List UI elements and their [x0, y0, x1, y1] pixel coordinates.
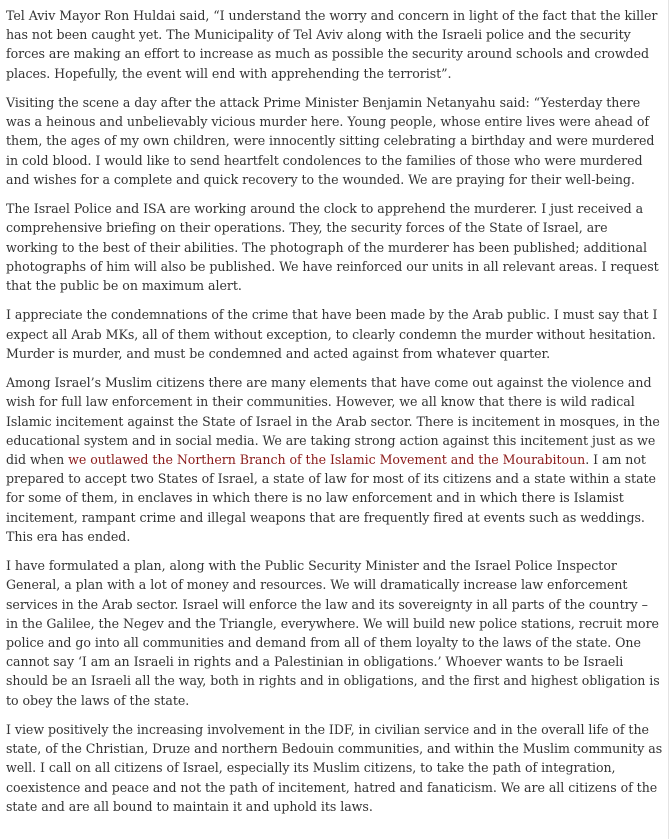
paragraph-text-after-link: . I am not prepared to accept two States of Israel, a state of law for most of its citizens and a state within a state for some of them, in enclaves in which there is no law enforcement and in which there is Islamist incitement, rampant crime and illegal weapons that are frequently fired at events such as weddings. This era has ended.: [6, 452, 656, 544]
paragraph-integration: I view positively the increasing involvement in the IDF, in civilian service and in the overall life of the state, of the Christian, Druze and northern Bedouin communities, and within the Muslim community as well. I call on all citizens of Israel, especially its Muslim citizens, to take the path of integration, coexistence and peace and not the path of incitement, hatred and fanaticism. We are all citizens of the state and are all bound to maintain it and uphold its laws.: [6, 722, 663, 814]
paragraph-condemnations: I appreciate the condemnations of the crime that have been made by the Arab public. I must say that I expect all Arab MKs, all of them without exception, to clearly condemn the murder without hesitation. Murder is murder, and must be condemned and acted against from whatever quarter.: [6, 307, 658, 361]
paragraph-police-isa: The Israel Police and ISA are working around the clock to apprehend the murderer. I just received a comprehensive briefing on their operations. They, the security forces of the State of Israel, are working to the best of their abilities. The photograph of the murderer has been published; additional photographs of him will also be published. We have reinforced our units in all relevant areas. I request that the public be on maximum alert.: [6, 201, 659, 294]
paragraph-enforcement-plan: I have formulated a plan, along with the Public Security Minister and the Israel Police Inspector General, a plan with a lot of money and resources. We will dramatically increase law enforcement services in the Arab sector. Israel will enforce the law and its sovereignty in all parts of the country – in the Galilee, the Negev and the Triangle, everywhere. We will build new police stations, recruit more police and go into all communities and demand from all of them loyalty to the laws of the state. One cannot say ‘I am an Israeli in rights and a Palestinian in obligations.’ Whoever wants to be Israeli should be an Israeli all the way, both in rights and in obligations, and the first and highest obligation is to obey the laws of the state.: [6, 558, 660, 708]
islamic-movement-link[interactable]: we outlawed the Northern Branch of the Islamic Movement and the Mourabitoun: [68, 452, 586, 468]
article-body: [6, 6, 663, 826]
paragraph-muslim-citizens: [6, 373, 663, 546]
paragraph-netanyahu-visit: Visiting the scene a day after the attack Prime Minister Benjamin Netanyahu said: “Yesterday there was a heinous and unbelievably vicious murder here. Young people, whose entire lives were ahead of them, the ages of my own children, were innocently sitting celebrating a birthday and were murdered in cold blood. I would like to send heartfelt condolences to the families of those who were murdered and wishes for a complete and quick recovery to the wounded. We are praying for their well-being.: [6, 95, 655, 187]
paragraph-huldai-quote: Tel Aviv Mayor Ron Huldai said, “I understand the worry and concern in light of the fact that the killer has not been caught yet. The Municipality of Tel Aviv along with the Israeli police and the security forces are making an effort to increase as much as possible the security around schools and crowded places. Hopefully, the event will end with apprehending the terrorist”.: [6, 8, 658, 81]
paragraph-text-before-link: Among Israel’s Muslim citizens there are many elements that have come out against the violence and wish for full law enforcement in their communities. However, we all know that there is wild radical Islamic incitement against the State of Israel in the Arab sector. There is incitement in mosques, in the educational system and in social media. We are taking strong action against this incitement just as we did when: [6, 375, 660, 468]
